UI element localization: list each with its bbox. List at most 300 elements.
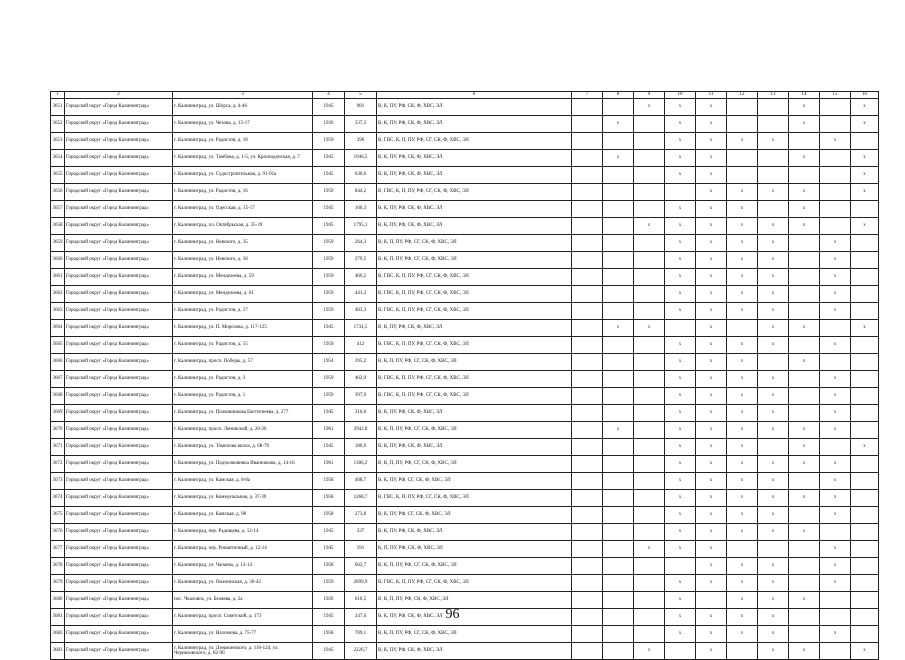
area-cell: 460,2 (345, 269, 377, 286)
mark-cell (603, 167, 634, 184)
area-cell: 160,3 (345, 201, 377, 218)
mark-cell: х (665, 507, 696, 524)
mark-cell (851, 269, 879, 286)
mark-cell (820, 439, 851, 456)
column-number: 13 (758, 92, 789, 99)
mark-cell (572, 201, 603, 218)
mark-cell (634, 269, 665, 286)
year-cell: 1959 (313, 575, 345, 592)
mark-cell (851, 456, 879, 473)
column-number: 1 (51, 92, 65, 99)
column-number-row (51, 92, 879, 99)
row-number: 3655 (51, 167, 65, 184)
mark-cell (572, 99, 603, 116)
row-number: 3680 (51, 592, 65, 609)
area-cell: 279,5 (345, 252, 377, 269)
registry-table (50, 91, 879, 660)
work-types-cell: В, К, П, ПУ, РФ, СГ, СК, Ф, ХВС, ЭЛ (377, 252, 572, 269)
municipality-cell: Городской округ «Город Калининград» (65, 524, 173, 541)
table-row (51, 201, 879, 218)
row-number: 3668 (51, 388, 65, 405)
mark-cell: х (603, 422, 634, 439)
mark-cell: х (789, 490, 820, 507)
mark-cell (603, 371, 634, 388)
row-number: 3660 (51, 252, 65, 269)
mark-cell (572, 184, 603, 201)
mark-cell (665, 320, 696, 337)
mark-cell: х (789, 524, 820, 541)
work-types-cell: В, ГВС, К, П, ПУ, РФ, СГ, СК, Ф, ХВС, ЭЛ (377, 184, 572, 201)
work-types-cell: В, К, П, ПУ, РФ, СГ, СК, Ф, ХВС, ЭЛ (377, 235, 572, 252)
mark-cell (603, 218, 634, 235)
mark-cell: х (665, 303, 696, 320)
mark-cell (603, 99, 634, 116)
mark-cell (758, 150, 789, 167)
mark-cell (572, 303, 603, 320)
address-cell: г. Калининград, ул. Омелинская, д. 30-42 (173, 575, 313, 592)
mark-cell (572, 337, 603, 354)
mark-cell (758, 167, 789, 184)
mark-cell: х (727, 371, 758, 388)
row-number: 3658 (51, 218, 65, 235)
mark-cell: х (696, 252, 727, 269)
column-number: 16 (851, 92, 879, 99)
mark-cell: х (820, 269, 851, 286)
mark-cell (820, 184, 851, 201)
mark-cell (572, 456, 603, 473)
mark-cell (634, 490, 665, 507)
mark-cell: х (758, 422, 789, 439)
mark-cell: х (789, 218, 820, 235)
year-cell: 1926 (313, 592, 345, 609)
area-cell: 395,2 (345, 354, 377, 371)
work-types-cell: В, ГВС, К, П, ПУ, РФ, СГ, СК, Ф, ХВС, ЭЛ (377, 286, 572, 303)
mark-cell (572, 167, 603, 184)
address-cell: г. Калининград, ул. Менделеева, д. 59 (173, 269, 313, 286)
mark-cell: х (727, 286, 758, 303)
mark-cell: х (727, 456, 758, 473)
mark-cell (572, 439, 603, 456)
mark-cell: х (665, 439, 696, 456)
mark-cell (572, 524, 603, 541)
mark-cell: х (789, 320, 820, 337)
mark-cell (696, 592, 727, 609)
municipality-cell: Городской округ «Город Калининград» (65, 133, 173, 150)
municipality-cell: Городской округ «Город Калининград» (65, 116, 173, 133)
mark-cell (603, 337, 634, 354)
address-cell: г. Калининград, ул. Камская, д. 8-8а (173, 473, 313, 490)
mark-cell: х (696, 388, 727, 405)
mark-cell (789, 133, 820, 150)
mark-cell: х (727, 524, 758, 541)
mark-cell (789, 473, 820, 490)
work-types-cell: В, К, ПУ, РФ, СК, Ф, ХВС, ЭЛ (377, 524, 572, 541)
year-cell: 1961 (313, 456, 345, 473)
table-row (51, 184, 879, 201)
mark-cell: х (696, 524, 727, 541)
row-number: 3683 (51, 643, 65, 660)
year-cell: 1961 (313, 422, 345, 439)
mark-cell (851, 388, 879, 405)
table-row (51, 133, 879, 150)
mark-cell: х (758, 507, 789, 524)
mark-cell (634, 354, 665, 371)
area-cell: 264,3 (345, 235, 377, 252)
mark-cell (758, 201, 789, 218)
address-cell: г. Калининград, ул. Радистов, д. 18 (173, 133, 313, 150)
area-cell: 591 (345, 541, 377, 558)
mark-cell: х (696, 626, 727, 643)
mark-cell (851, 235, 879, 252)
mark-cell (634, 286, 665, 303)
mark-cell (665, 643, 696, 660)
table-row (51, 422, 879, 439)
mark-cell (727, 643, 758, 660)
row-number: 3657 (51, 201, 65, 218)
address-cell: г. Калининград, ул. Коммунальная, д. 37-39 (173, 490, 313, 507)
table-row (51, 150, 879, 167)
mark-cell: х (696, 201, 727, 218)
mark-cell (603, 269, 634, 286)
mark-cell: х (727, 592, 758, 609)
mark-cell: х (603, 320, 634, 337)
work-types-cell: К, П, ПУ, РФ, СК, Ф, ХВС, ЭЛ (377, 541, 572, 558)
mark-cell (634, 507, 665, 524)
mark-cell (572, 507, 603, 524)
mark-cell (851, 286, 879, 303)
mark-cell: х (789, 150, 820, 167)
mark-cell (789, 269, 820, 286)
mark-cell (572, 490, 603, 507)
work-types-cell: В, К, ПУ, РФ, СК, Ф, ХВС, ЭЛ (377, 167, 572, 184)
address-cell: г. Калининград, ул. Нахимова, д. 75-77 (173, 626, 313, 643)
mark-cell: х (696, 218, 727, 235)
mark-cell: х (727, 405, 758, 422)
municipality-cell: Городской округ «Город Калининград» (65, 167, 173, 184)
mark-cell: х (758, 337, 789, 354)
work-types-cell: В, К, ПУ, РФ, СК, Ф, ХВС, ЭЛ (377, 609, 572, 626)
mark-cell (572, 405, 603, 422)
municipality-cell: Городской округ «Город Калининград» (65, 269, 173, 286)
year-cell: 1945 (313, 201, 345, 218)
row-number: 3652 (51, 116, 65, 133)
municipality-cell: Городской округ «Город Калининград» (65, 388, 173, 405)
row-number: 3673 (51, 473, 65, 490)
mark-cell: х (696, 320, 727, 337)
mark-cell: х (727, 184, 758, 201)
municipality-cell: Городской округ «Город Калининград» (65, 320, 173, 337)
area-cell: 273,8 (345, 507, 377, 524)
mark-cell (603, 252, 634, 269)
area-cell: 441,3 (345, 286, 377, 303)
mark-cell: х (789, 439, 820, 456)
mark-cell (758, 99, 789, 116)
mark-cell: х (696, 116, 727, 133)
mark-cell (665, 558, 696, 575)
table-row (51, 320, 879, 337)
mark-cell: х (727, 269, 758, 286)
mark-cell: х (758, 473, 789, 490)
row-number: 3677 (51, 541, 65, 558)
row-number: 3669 (51, 405, 65, 422)
mark-cell (820, 150, 851, 167)
table-row (51, 269, 879, 286)
row-number: 3653 (51, 133, 65, 150)
mark-cell: х (665, 269, 696, 286)
mark-cell (820, 201, 851, 218)
row-number: 3651 (51, 99, 65, 116)
mark-cell (572, 422, 603, 439)
row-number: 3665 (51, 337, 65, 354)
mark-cell (851, 473, 879, 490)
page-number: 96 (445, 607, 460, 622)
mark-cell: х (634, 218, 665, 235)
municipality-cell: Городской округ «Город Калининград» (65, 99, 173, 116)
mark-cell: х (758, 303, 789, 320)
mark-cell: х (634, 541, 665, 558)
column-number: 9 (634, 92, 665, 99)
mark-cell: х (665, 371, 696, 388)
mark-cell: х (851, 439, 879, 456)
table-row (51, 167, 879, 184)
mark-cell (603, 541, 634, 558)
mark-cell: х (696, 184, 727, 201)
mark-cell (820, 218, 851, 235)
mark-cell (789, 575, 820, 592)
mark-cell: х (820, 252, 851, 269)
municipality-cell: Городской округ «Город Калининград» (65, 473, 173, 490)
mark-cell: х (603, 116, 634, 133)
mark-cell (603, 643, 634, 660)
mark-cell (789, 252, 820, 269)
mark-cell: х (789, 184, 820, 201)
mark-cell (572, 541, 603, 558)
mark-cell: х (696, 473, 727, 490)
column-number: 4 (313, 92, 345, 99)
mark-cell (820, 354, 851, 371)
year-cell: 1959 (313, 252, 345, 269)
mark-cell: х (851, 184, 879, 201)
address-cell: г. Калининград, ул. Одесская, д. 15-17 (173, 201, 313, 218)
row-number: 3670 (51, 422, 65, 439)
mark-cell (851, 133, 879, 150)
mark-cell (572, 320, 603, 337)
mark-cell (727, 320, 758, 337)
table-body (51, 99, 879, 660)
mark-cell (603, 490, 634, 507)
mark-cell (820, 99, 851, 116)
year-cell: 1959 (313, 133, 345, 150)
area-cell: 709,1 (345, 626, 377, 643)
mark-cell: х (727, 337, 758, 354)
work-types-cell: В, К, ПУ, РФ, СК, Ф, ХВС, ЭЛ (377, 218, 572, 235)
mark-cell: х (789, 116, 820, 133)
mark-cell: х (758, 524, 789, 541)
area-cell: 1268,7 (345, 490, 377, 507)
mark-cell (634, 473, 665, 490)
mark-cell (572, 592, 603, 609)
year-cell: 1958 (313, 626, 345, 643)
row-number: 3654 (51, 150, 65, 167)
mark-cell: х (758, 609, 789, 626)
year-cell: 1945 (313, 320, 345, 337)
mark-cell (820, 116, 851, 133)
municipality-cell: Городской округ «Город Калининград» (65, 354, 173, 371)
mark-cell (727, 541, 758, 558)
mark-cell: х (851, 167, 879, 184)
table-row (51, 558, 879, 575)
address-cell: г. Калининград, пл. Октябрьская, д. 35-39 (173, 218, 313, 235)
mark-cell: х (665, 456, 696, 473)
mark-cell: х (696, 439, 727, 456)
mark-cell: х (758, 592, 789, 609)
mark-cell: х (665, 524, 696, 541)
mark-cell: х (758, 235, 789, 252)
address-cell: г. Калининград, ул. П. Морозова, д. 117-125 (173, 320, 313, 337)
mark-cell: х (851, 99, 879, 116)
year-cell: 1959 (313, 184, 345, 201)
mark-cell (851, 201, 879, 218)
row-number: 3682 (51, 626, 65, 643)
mark-cell: х (727, 133, 758, 150)
mark-cell: х (727, 252, 758, 269)
mark-cell (603, 354, 634, 371)
row-number: 3671 (51, 439, 65, 456)
work-types-cell: В, К, ПУ, РФ, СК, Ф, ХВС, ЭЛ (377, 643, 572, 660)
mark-cell: х (665, 218, 696, 235)
mark-cell: х (665, 626, 696, 643)
mark-cell (758, 439, 789, 456)
mark-cell: х (696, 422, 727, 439)
mark-cell: х (820, 235, 851, 252)
address-cell: г. Калининград, просп. Советский, д. 173 (173, 609, 313, 626)
mark-cell: х (727, 490, 758, 507)
address-cell: г. Калининград, ул. Томилова вилла, д. 68-70 (173, 439, 313, 456)
column-number: 3 (173, 92, 313, 99)
mark-cell: х (696, 371, 727, 388)
year-cell: 1945 (313, 643, 345, 660)
area-cell: 1734,5 (345, 320, 377, 337)
address-cell: г. Калининград, пер. Радищева, д. 12-14 (173, 524, 313, 541)
address-cell: г. Калининград, ул. Подполковника Иванникова, д. 14-16 (173, 456, 313, 473)
address-cell: г. Калининград, ул. Радистов, д. 1 (173, 388, 313, 405)
mark-cell: х (727, 303, 758, 320)
mark-cell: х (727, 507, 758, 524)
mark-cell: х (696, 575, 727, 592)
mark-cell (634, 116, 665, 133)
mark-cell (634, 133, 665, 150)
mark-cell: х (820, 473, 851, 490)
municipality-cell: Городской округ «Город Калининград» (65, 439, 173, 456)
mark-cell: х (603, 150, 634, 167)
area-cell: 468,7 (345, 473, 377, 490)
municipality-cell: Городской округ «Город Калининград» (65, 252, 173, 269)
mark-cell: х (727, 439, 758, 456)
mark-cell (572, 116, 603, 133)
mark-cell: х (665, 99, 696, 116)
mark-cell (727, 150, 758, 167)
mark-cell: х (820, 337, 851, 354)
mark-cell (851, 422, 879, 439)
municipality-cell: Городской округ «Город Калининград» (65, 490, 173, 507)
mark-cell: х (789, 99, 820, 116)
mark-cell: х (851, 320, 879, 337)
mark-cell: х (665, 541, 696, 558)
mark-cell (603, 592, 634, 609)
mark-cell (572, 643, 603, 660)
mark-cell: х (851, 116, 879, 133)
table-row (51, 405, 879, 422)
mark-cell: х (758, 490, 789, 507)
row-number: 3676 (51, 524, 65, 541)
address-cell: г. Калининград, пер. Романтичный, д. 12-14 (173, 541, 313, 558)
mark-cell (572, 558, 603, 575)
mark-cell: х (758, 252, 789, 269)
mark-cell: х (789, 643, 820, 660)
mark-cell (603, 235, 634, 252)
mark-cell: х (665, 592, 696, 609)
address-cell: г. Калининград, ул. Тамбова, д. 1-5, ул. Краснодонская, д. 7 (173, 150, 313, 167)
work-types-cell: В, К, ПУ, РФ, СК, Ф, ХВС, ЭЛ (377, 99, 572, 116)
column-number: 15 (820, 92, 851, 99)
year-cell: 1959 (313, 337, 345, 354)
mark-cell: х (820, 405, 851, 422)
mark-cell (634, 575, 665, 592)
year-cell: 1945 (313, 541, 345, 558)
work-types-cell: В, К, П, ПУ, РФ, СГ, СК, Ф, ХВС, ЭЛ (377, 422, 572, 439)
column-number: 7 (572, 92, 603, 99)
column-number: 14 (789, 92, 820, 99)
address-cell: г. Калининград, ул. Камская, д. 98 (173, 507, 313, 524)
year-cell: 1945 (313, 99, 345, 116)
column-number: 10 (665, 92, 696, 99)
mark-cell (851, 558, 879, 575)
mark-cell: х (696, 609, 727, 626)
mark-cell (572, 575, 603, 592)
mark-cell (820, 592, 851, 609)
mark-cell (851, 252, 879, 269)
mark-cell (789, 541, 820, 558)
mark-cell: х (758, 133, 789, 150)
mark-cell: х (727, 218, 758, 235)
area-cell: 662,7 (345, 558, 377, 575)
table-row (51, 456, 879, 473)
mark-cell: х (727, 626, 758, 643)
municipality-cell: Городской округ «Город Калининград» (65, 286, 173, 303)
address-cell: г. Калининград, ул. Радистов, д. 15 (173, 337, 313, 354)
mark-cell: х (758, 626, 789, 643)
mark-cell (634, 184, 665, 201)
municipality-cell: Городской округ «Город Калининград» (65, 184, 173, 201)
mark-cell (727, 116, 758, 133)
mark-cell (665, 184, 696, 201)
mark-cell: х (758, 388, 789, 405)
mark-cell: х (758, 269, 789, 286)
work-types-cell: В, К, ПУ, РФ, СК, Ф, ХВС, ЭЛ (377, 116, 572, 133)
mark-cell: х (696, 354, 727, 371)
mark-cell (572, 252, 603, 269)
municipality-cell: Городской округ «Город Калининград» (65, 609, 173, 626)
mark-cell (572, 235, 603, 252)
mark-cell (603, 405, 634, 422)
year-cell: 1958 (313, 507, 345, 524)
area-cell: 397,9 (345, 388, 377, 405)
mark-cell (851, 405, 879, 422)
mark-cell: х (758, 184, 789, 201)
year-cell: 1945 (313, 150, 345, 167)
mark-cell: х (789, 592, 820, 609)
municipality-cell: Городской округ «Город Калининград» (65, 235, 173, 252)
